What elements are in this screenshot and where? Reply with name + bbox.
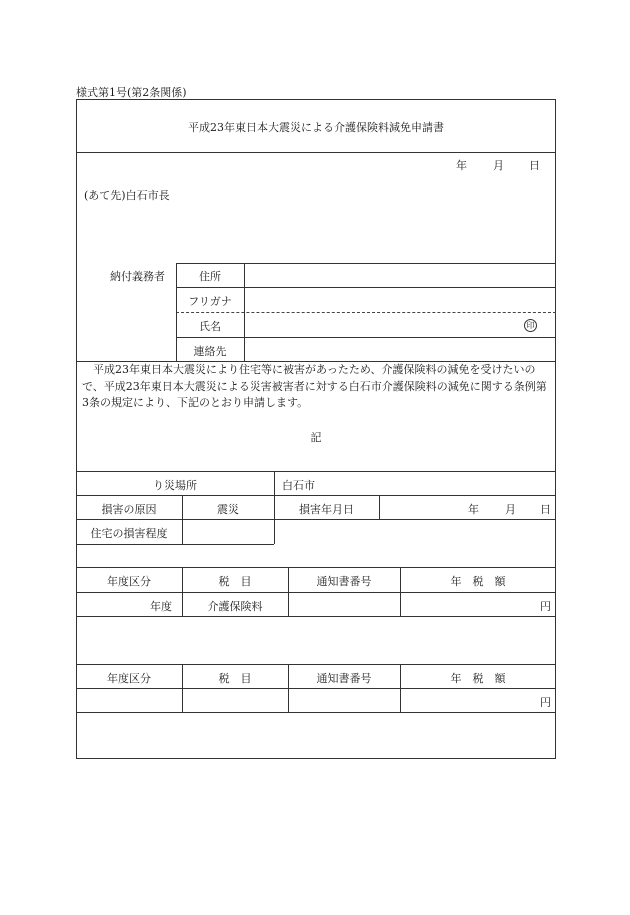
date-month: 月 <box>493 159 504 172</box>
damage-date-label: 損害年月日 <box>299 503 354 516</box>
tax2-header-number: 通知書番号 <box>316 672 372 685</box>
name-label: 氏名 <box>199 320 221 333</box>
tax1-header-year: 年度区分 <box>107 575 151 588</box>
applicant-top-line <box>176 263 556 264</box>
applicant-line-3 <box>176 337 556 338</box>
damage-vline-c <box>379 495 380 519</box>
damage-degree-label: 住宅の損害程度 <box>90 527 168 540</box>
damage-location-value: 白石市 <box>282 479 315 492</box>
furigana-label: フリガナ <box>188 295 232 308</box>
addressee: (あて先)白石市長 <box>84 189 170 202</box>
tax2-row-unit: 円 <box>540 696 551 709</box>
damage-line-3 <box>76 544 274 545</box>
tax2-header-item: 税 目 <box>218 672 252 685</box>
form-number-label: 様式第1号(第2条関係) <box>76 86 187 99</box>
damage-date-month: 月 <box>505 503 516 516</box>
tax1-line-1 <box>76 592 556 593</box>
damage-cause-label: 損害の原因 <box>101 503 157 516</box>
tax2-line-2 <box>76 712 556 713</box>
damage-line-1 <box>76 495 556 496</box>
damage-top-line <box>76 471 556 472</box>
applicant-group-label: 納付義務者 <box>110 270 165 283</box>
applicant-line-1 <box>176 287 556 288</box>
contact-label: 連絡先 <box>193 345 227 358</box>
tax1-row-year: 年度 <box>150 600 172 613</box>
application-statement: 平成23年東日本大震災により住宅等に被害があったため、介護保険料の減免を受けたいので、平成23年東日本大震災による災害被害者に対する白石市介護保険料の減免に関する条例第3条の規定により、下記のとおり申請します。 <box>82 363 547 409</box>
title-divider <box>76 152 556 153</box>
tax2-header-amount: 年 税 額 <box>450 672 506 685</box>
date-year: 年 <box>456 159 467 172</box>
date-day: 日 <box>529 159 540 172</box>
ki-heading: 記 <box>310 431 322 444</box>
applicant-mid-line <box>244 263 245 361</box>
tax1-header-item: 税 目 <box>218 575 252 588</box>
form-title: 平成23年東日本大震災による介護保険料減免申請書 <box>188 121 444 134</box>
tax1-row-unit: 円 <box>540 600 551 613</box>
tax1-header-number: 通知書番号 <box>316 575 372 588</box>
damage-date-year: 年 <box>468 503 479 516</box>
tax2-header-year: 年度区分 <box>107 672 151 685</box>
tax1-row-item: 介護保険料 <box>207 600 263 613</box>
tax2-line-1 <box>76 688 556 689</box>
applicant-dashed-line <box>176 312 556 313</box>
tax2-top-line <box>76 664 556 665</box>
address-label: 住所 <box>199 270 221 283</box>
tax1-header-amount: 年 税 額 <box>450 575 506 588</box>
damage-date-day: 日 <box>540 503 551 516</box>
seal-mark: 印 <box>524 319 537 332</box>
damage-cause-value: 震災 <box>217 503 239 516</box>
damage-line-2 <box>76 519 556 520</box>
tax1-line-2 <box>76 616 556 617</box>
damage-bottom-line <box>76 567 556 568</box>
damage-location-label: り災場所 <box>153 479 197 492</box>
